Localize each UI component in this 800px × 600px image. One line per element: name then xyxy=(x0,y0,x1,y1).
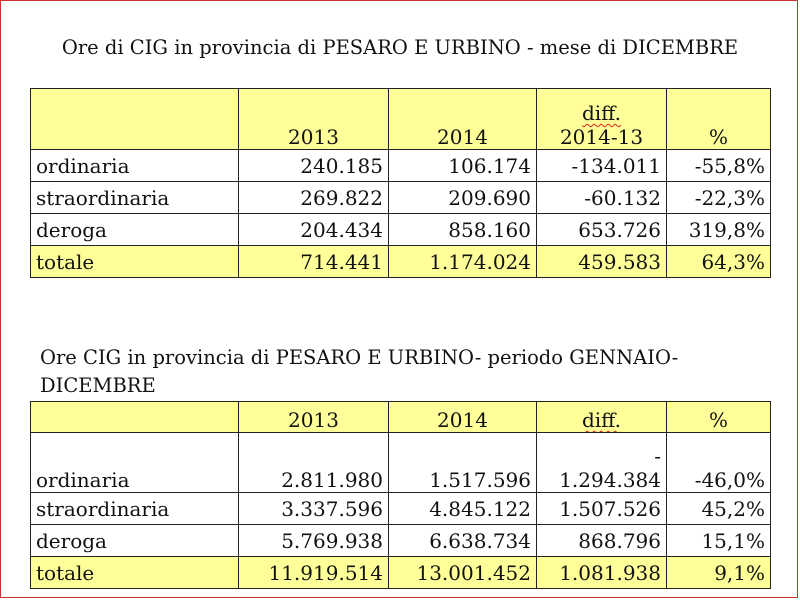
header-diff xyxy=(537,89,667,150)
cell-diff: -60.132 xyxy=(537,182,667,214)
total-row xyxy=(31,557,771,589)
header-diff-label: diff. xyxy=(581,408,622,432)
cell-2013: 11.919.514 xyxy=(239,557,389,589)
cell-diff: 653.726 xyxy=(537,214,667,246)
row-label: totale xyxy=(31,246,239,278)
cell-2013: 240.185 xyxy=(239,150,389,182)
cell-2014: 4.845.122 xyxy=(389,493,537,525)
cell-diff: 1.081.938 xyxy=(537,557,667,589)
cell-pct: 45,2% xyxy=(667,493,771,525)
cell-2013: 204.434 xyxy=(239,214,389,246)
header-pct: % xyxy=(667,89,771,150)
table-row xyxy=(31,150,771,182)
cell-diff-sign: - xyxy=(654,444,661,468)
row-label: ordinaria xyxy=(31,433,239,493)
section1-title: Ore di CIG in provincia di PESARO E URBINO - mese di DICEMBRE xyxy=(61,36,739,59)
table-row xyxy=(31,493,771,525)
cell-pct: -46,0% xyxy=(667,433,771,493)
table-header-row xyxy=(31,402,771,433)
cell-2014: 106.174 xyxy=(389,150,537,182)
annual-table xyxy=(30,401,771,589)
table-row xyxy=(31,525,771,557)
header-diff-line2: 2014-13 xyxy=(559,125,644,149)
row-label: straordinaria xyxy=(31,182,239,214)
cell-2013: 2.811.980 xyxy=(239,433,389,493)
cell-diff: 1.507.526 xyxy=(537,493,667,525)
header-2013: 2013 xyxy=(239,89,389,150)
cell-2014: 6.638.734 xyxy=(389,525,537,557)
cell-pct: 9,1% xyxy=(667,557,771,589)
cell-diff: -134.011 xyxy=(537,150,667,182)
row-label: ordinaria xyxy=(31,150,239,182)
header-2013: 2013 xyxy=(239,402,389,433)
table-row xyxy=(31,214,771,246)
december-table xyxy=(30,88,771,278)
header-2014: 2014 xyxy=(389,402,537,433)
cell-2014: 858.160 xyxy=(389,214,537,246)
table-header-row xyxy=(31,89,771,150)
cell-pct: -55,8% xyxy=(667,150,771,182)
cell-2013: 714.441 xyxy=(239,246,389,278)
cell-2013: 269.822 xyxy=(239,182,389,214)
total-row xyxy=(31,246,771,278)
cell-diff-value: 1.294.384 xyxy=(559,468,661,492)
table-row xyxy=(31,433,771,493)
row-label: straordinaria xyxy=(31,493,239,525)
cell-2013: 5.769.938 xyxy=(239,525,389,557)
header-2014: 2014 xyxy=(389,89,537,150)
header-diff xyxy=(537,402,667,433)
table-row xyxy=(31,182,771,214)
cell-pct: -22,3% xyxy=(667,182,771,214)
cell-2014: 1.174.024 xyxy=(389,246,537,278)
header-diff-line1: diff. xyxy=(581,101,622,125)
header-label xyxy=(31,89,239,150)
cell-diff: 459.583 xyxy=(537,246,667,278)
cell-pct: 64,3% xyxy=(667,246,771,278)
cell-2014: 209.690 xyxy=(389,182,537,214)
cell-diff: 868.796 xyxy=(537,525,667,557)
cell-2014: 1.517.596 xyxy=(389,433,537,493)
header-label xyxy=(31,402,239,433)
cell-2013: 3.337.596 xyxy=(239,493,389,525)
cell-pct: 319,8% xyxy=(667,214,771,246)
cell-pct: 15,1% xyxy=(667,525,771,557)
cell-2014: 13.001.452 xyxy=(389,557,537,589)
section2-title: Ore CIG in provincia di PESARO E URBINO- periodo GENNAIO-DICEMBRE xyxy=(40,346,679,397)
row-label: deroga xyxy=(31,214,239,246)
row-label: deroga xyxy=(31,525,239,557)
header-pct: % xyxy=(667,402,771,433)
row-label: totale xyxy=(31,557,239,589)
cell-diff xyxy=(537,433,667,493)
